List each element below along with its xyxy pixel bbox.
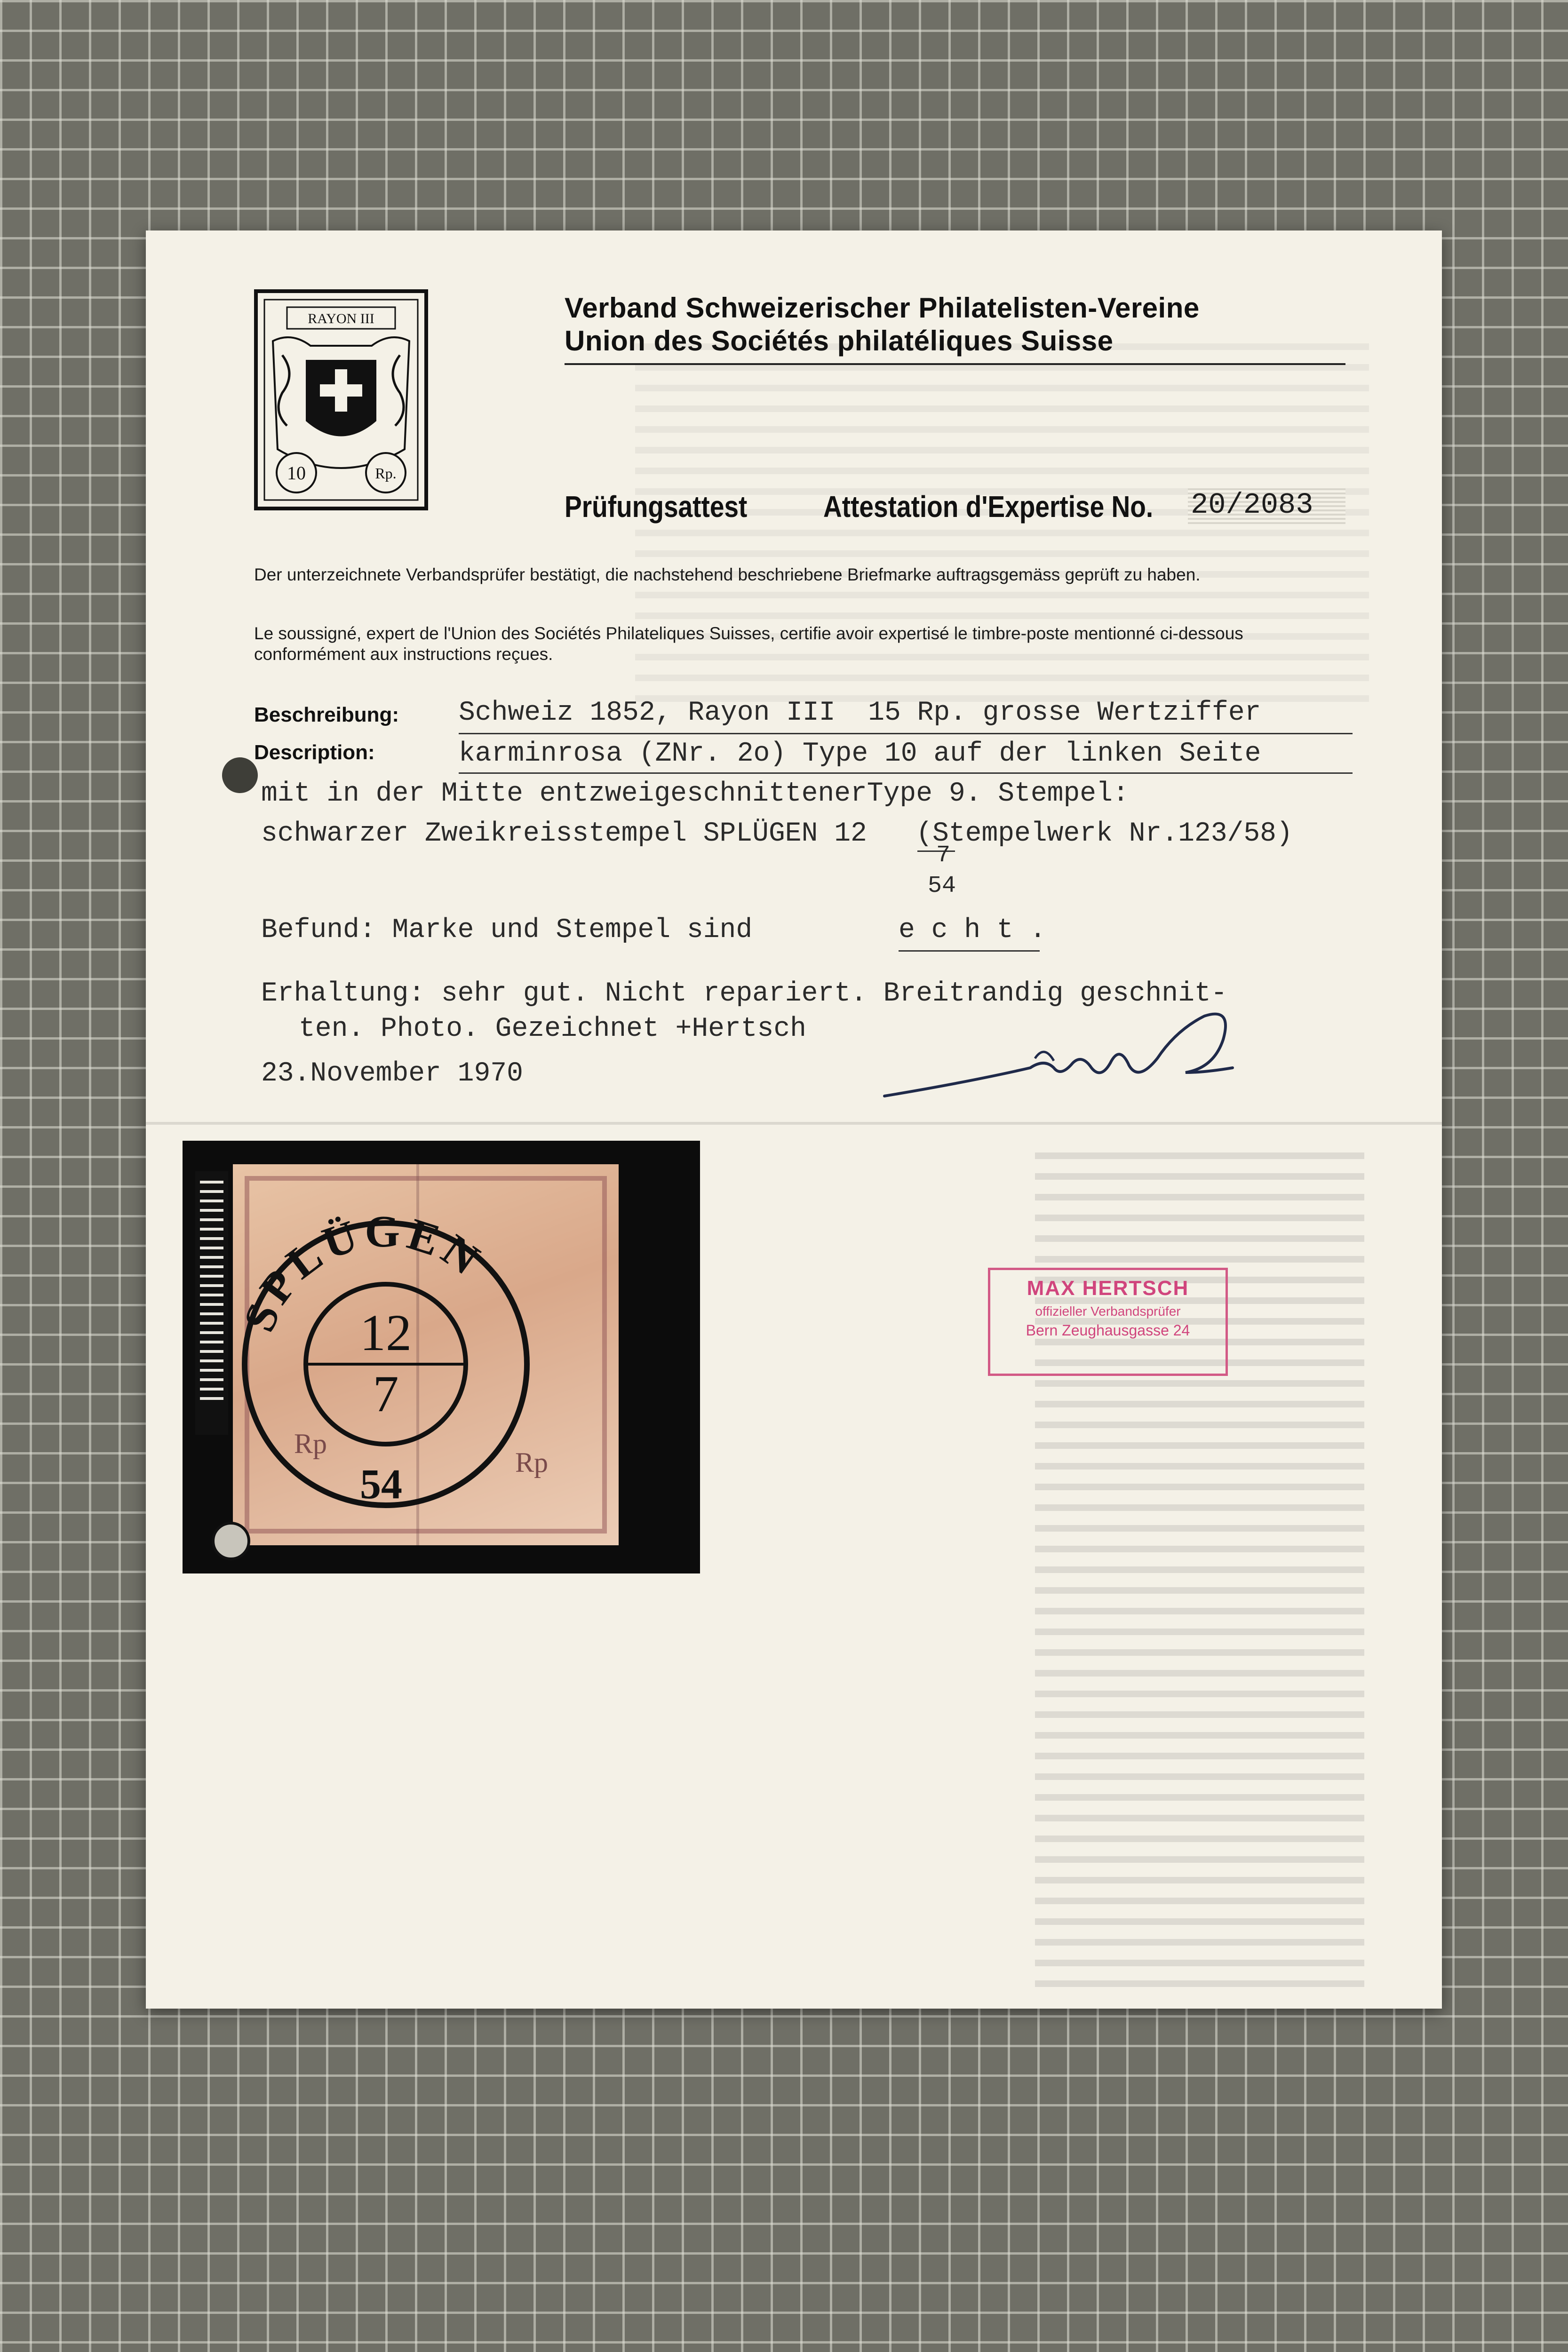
stamp-text: Rp bbox=[294, 1428, 327, 1459]
postmark-year: 54 bbox=[928, 873, 956, 899]
certificate-date: 23.November 1970 bbox=[261, 1058, 523, 1089]
erhaltung-line-1: Erhaltung: sehr gut. Nicht repariert. Breitrandig geschnit- bbox=[261, 978, 1227, 1009]
postmark-month-stamp: 7 bbox=[373, 1365, 399, 1422]
befund-label: Befund: Marke und Stempel sind bbox=[261, 915, 753, 946]
erhaltung-line-2: ten. Photo. Gezeichnet +Hertsch bbox=[299, 1014, 806, 1044]
organization-name-de: Verband Schweizerischer Philatelisten-Vereine bbox=[565, 292, 1200, 324]
title-de: Prüfungsattest bbox=[565, 490, 748, 524]
typed-line-3: mit in der Mitte entzweigeschnittenerType 9. Stempel: bbox=[261, 779, 1129, 809]
underline bbox=[459, 733, 1353, 734]
postmark-cancel bbox=[226, 1209, 549, 1519]
sheet-margin-strip bbox=[195, 1171, 228, 1435]
certificate-number-field bbox=[1188, 488, 1345, 524]
signature bbox=[875, 1002, 1298, 1115]
expert-name: MAX HERTSCH bbox=[1027, 1277, 1189, 1300]
label-beschreibung: Beschreibung: bbox=[254, 703, 399, 726]
label-description: Description: bbox=[254, 741, 375, 764]
underline bbox=[899, 950, 1040, 952]
postmark-year-stamp: 54 bbox=[360, 1461, 402, 1508]
befund-value: e c h t . bbox=[899, 915, 1046, 946]
typed-line-4: schwarzer Zweikreisstempel SPLÜGEN 12 (Stempelwerk Nr.123/58) bbox=[261, 818, 1293, 849]
intro-de: Der unterzeichnete Verbandsprüfer bestätigt, die nachstehend beschriebene Briefmarke auftragsgemäss geprüft zu haben. bbox=[254, 565, 1201, 584]
typed-line-2: karminrosa (ZNr. 2o) Type 10 auf der linken Seite bbox=[459, 739, 1261, 769]
expert-role: offizieller Verbandsprüfer bbox=[1035, 1304, 1181, 1319]
rayon-stamp-logo bbox=[254, 289, 428, 510]
organization-name-fr: Union des Sociétés philatéliques Suisse bbox=[565, 325, 1114, 357]
expert-hand-stamp bbox=[988, 1268, 1228, 1376]
title-fr: Attestation d'Expertise No. bbox=[823, 490, 1154, 524]
logo-top-label: RAYON III bbox=[308, 311, 374, 326]
postmark-month: 7 bbox=[936, 842, 951, 869]
punch-hole bbox=[212, 1522, 250, 1560]
logo-unit: Rp. bbox=[375, 465, 397, 482]
header-divider bbox=[565, 363, 1345, 365]
logo-value: 10 bbox=[287, 462, 306, 484]
typed-line-1: Schweiz 1852, Rayon III 15 Rp. grosse Wertziffer bbox=[459, 698, 1261, 728]
certificate-number: 20/2083 bbox=[1191, 488, 1313, 522]
postmark-day: 12 bbox=[360, 1304, 412, 1361]
stamp-text: Rp bbox=[515, 1447, 549, 1478]
intro-fr: Le soussigné, expert de l'Union des Sociétés Philateliques Suisses, certifie avoir expertisé le timbre-poste mentionné ci-dessous conformément aux instructions reçues. bbox=[254, 624, 1243, 664]
expert-address: Bern Zeughausgasse 24 bbox=[1026, 1322, 1190, 1339]
punch-hole bbox=[222, 757, 258, 793]
underline bbox=[459, 772, 1353, 774]
postmark-town: SPLÜGEN bbox=[233, 1209, 493, 1338]
certificate-sheet bbox=[146, 230, 1442, 2009]
